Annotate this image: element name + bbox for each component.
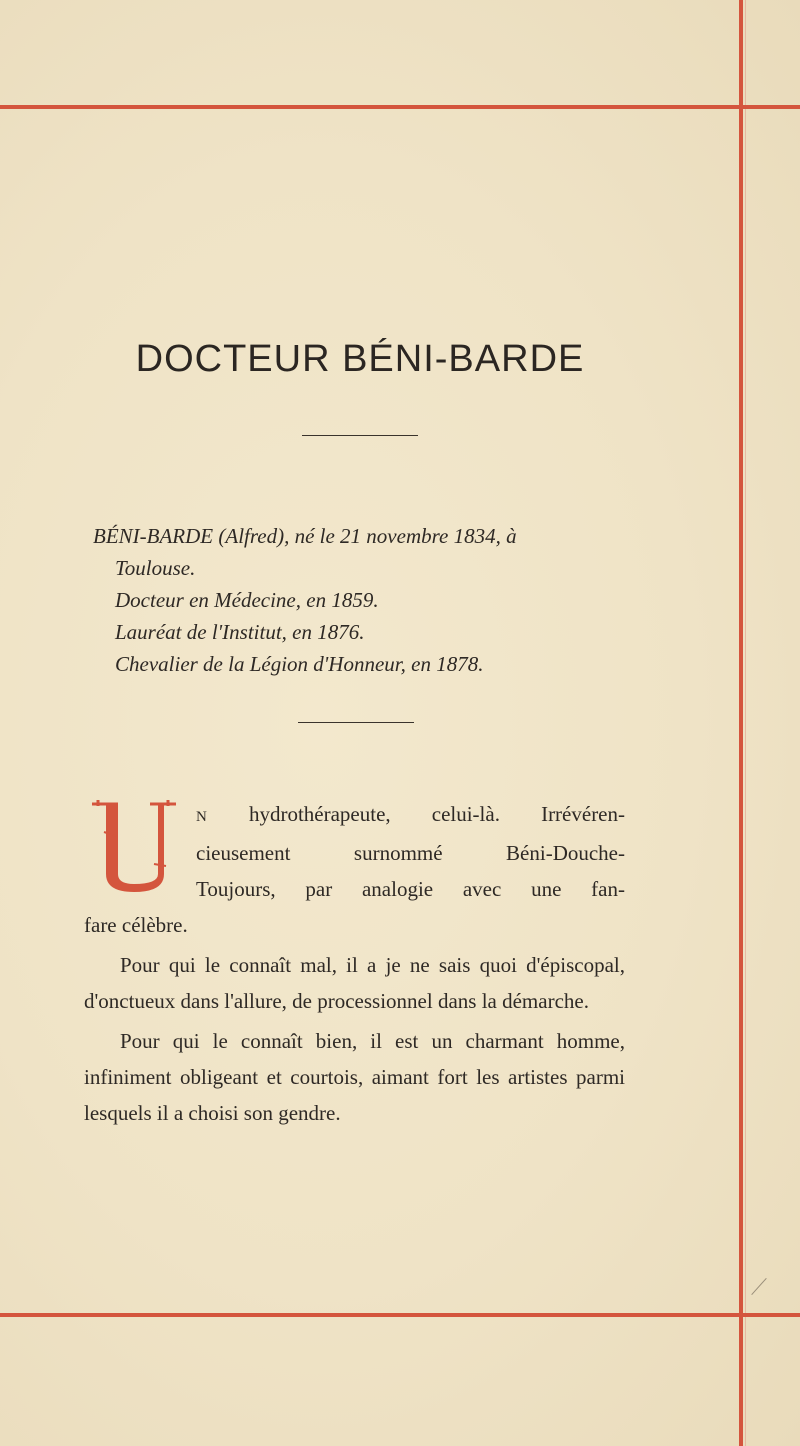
biography-block bbox=[93, 520, 633, 680]
vertical-red-rule-shadow bbox=[745, 0, 746, 1446]
paragraph-3: Pour qui le connaît bien, il est un charmant homme, infiniment obligeant et courtois, aimant fort les artistes parmi lesquels il a choisi son gendre. bbox=[84, 1029, 625, 1125]
page-title: DOCTEUR BÉNI-BARDE bbox=[135, 338, 585, 380]
p1-line-4: fare célèbre. bbox=[84, 913, 188, 937]
article-body bbox=[84, 796, 625, 1131]
title-separator bbox=[302, 435, 418, 436]
p1-line-1 bbox=[196, 796, 625, 835]
top-red-rule bbox=[0, 105, 800, 109]
bio-line-laureate: Lauréat de l'Institut, en 1876. bbox=[115, 620, 365, 644]
bio-line-doctorate: Docteur en Médecine, en 1859. bbox=[115, 588, 379, 612]
p1-line-1-text: hydrothérapeute, celui-là. Irrévéren- bbox=[248, 802, 625, 826]
p1-line-2: cieusement surnommé Béni-Douche- bbox=[196, 841, 625, 865]
p1-line-3: Toujours, par analogie avec une fan- bbox=[196, 877, 625, 901]
drop-cap-continuation: N bbox=[196, 809, 208, 825]
paragraph-1 bbox=[84, 796, 625, 943]
drop-cap-u bbox=[88, 796, 180, 896]
bottom-red-rule bbox=[0, 1313, 800, 1317]
pencil-mark bbox=[751, 1278, 766, 1295]
bio-line-legion: Chevalier de la Légion d'Honneur, en 1878. bbox=[115, 652, 484, 676]
bio-separator bbox=[298, 722, 414, 723]
bio-line-name: BÉNI-BARDE (Alfred), né le 21 novembre 1834, à bbox=[93, 524, 517, 548]
bio-line-birthplace: Toulouse. bbox=[115, 556, 196, 580]
paragraph-2: Pour qui le connaît mal, il a je ne sais quoi d'épiscopal, d'onctueux dans l'allure, de processionnel dans la démarche. bbox=[84, 953, 625, 1013]
vertical-red-rule bbox=[739, 0, 743, 1446]
